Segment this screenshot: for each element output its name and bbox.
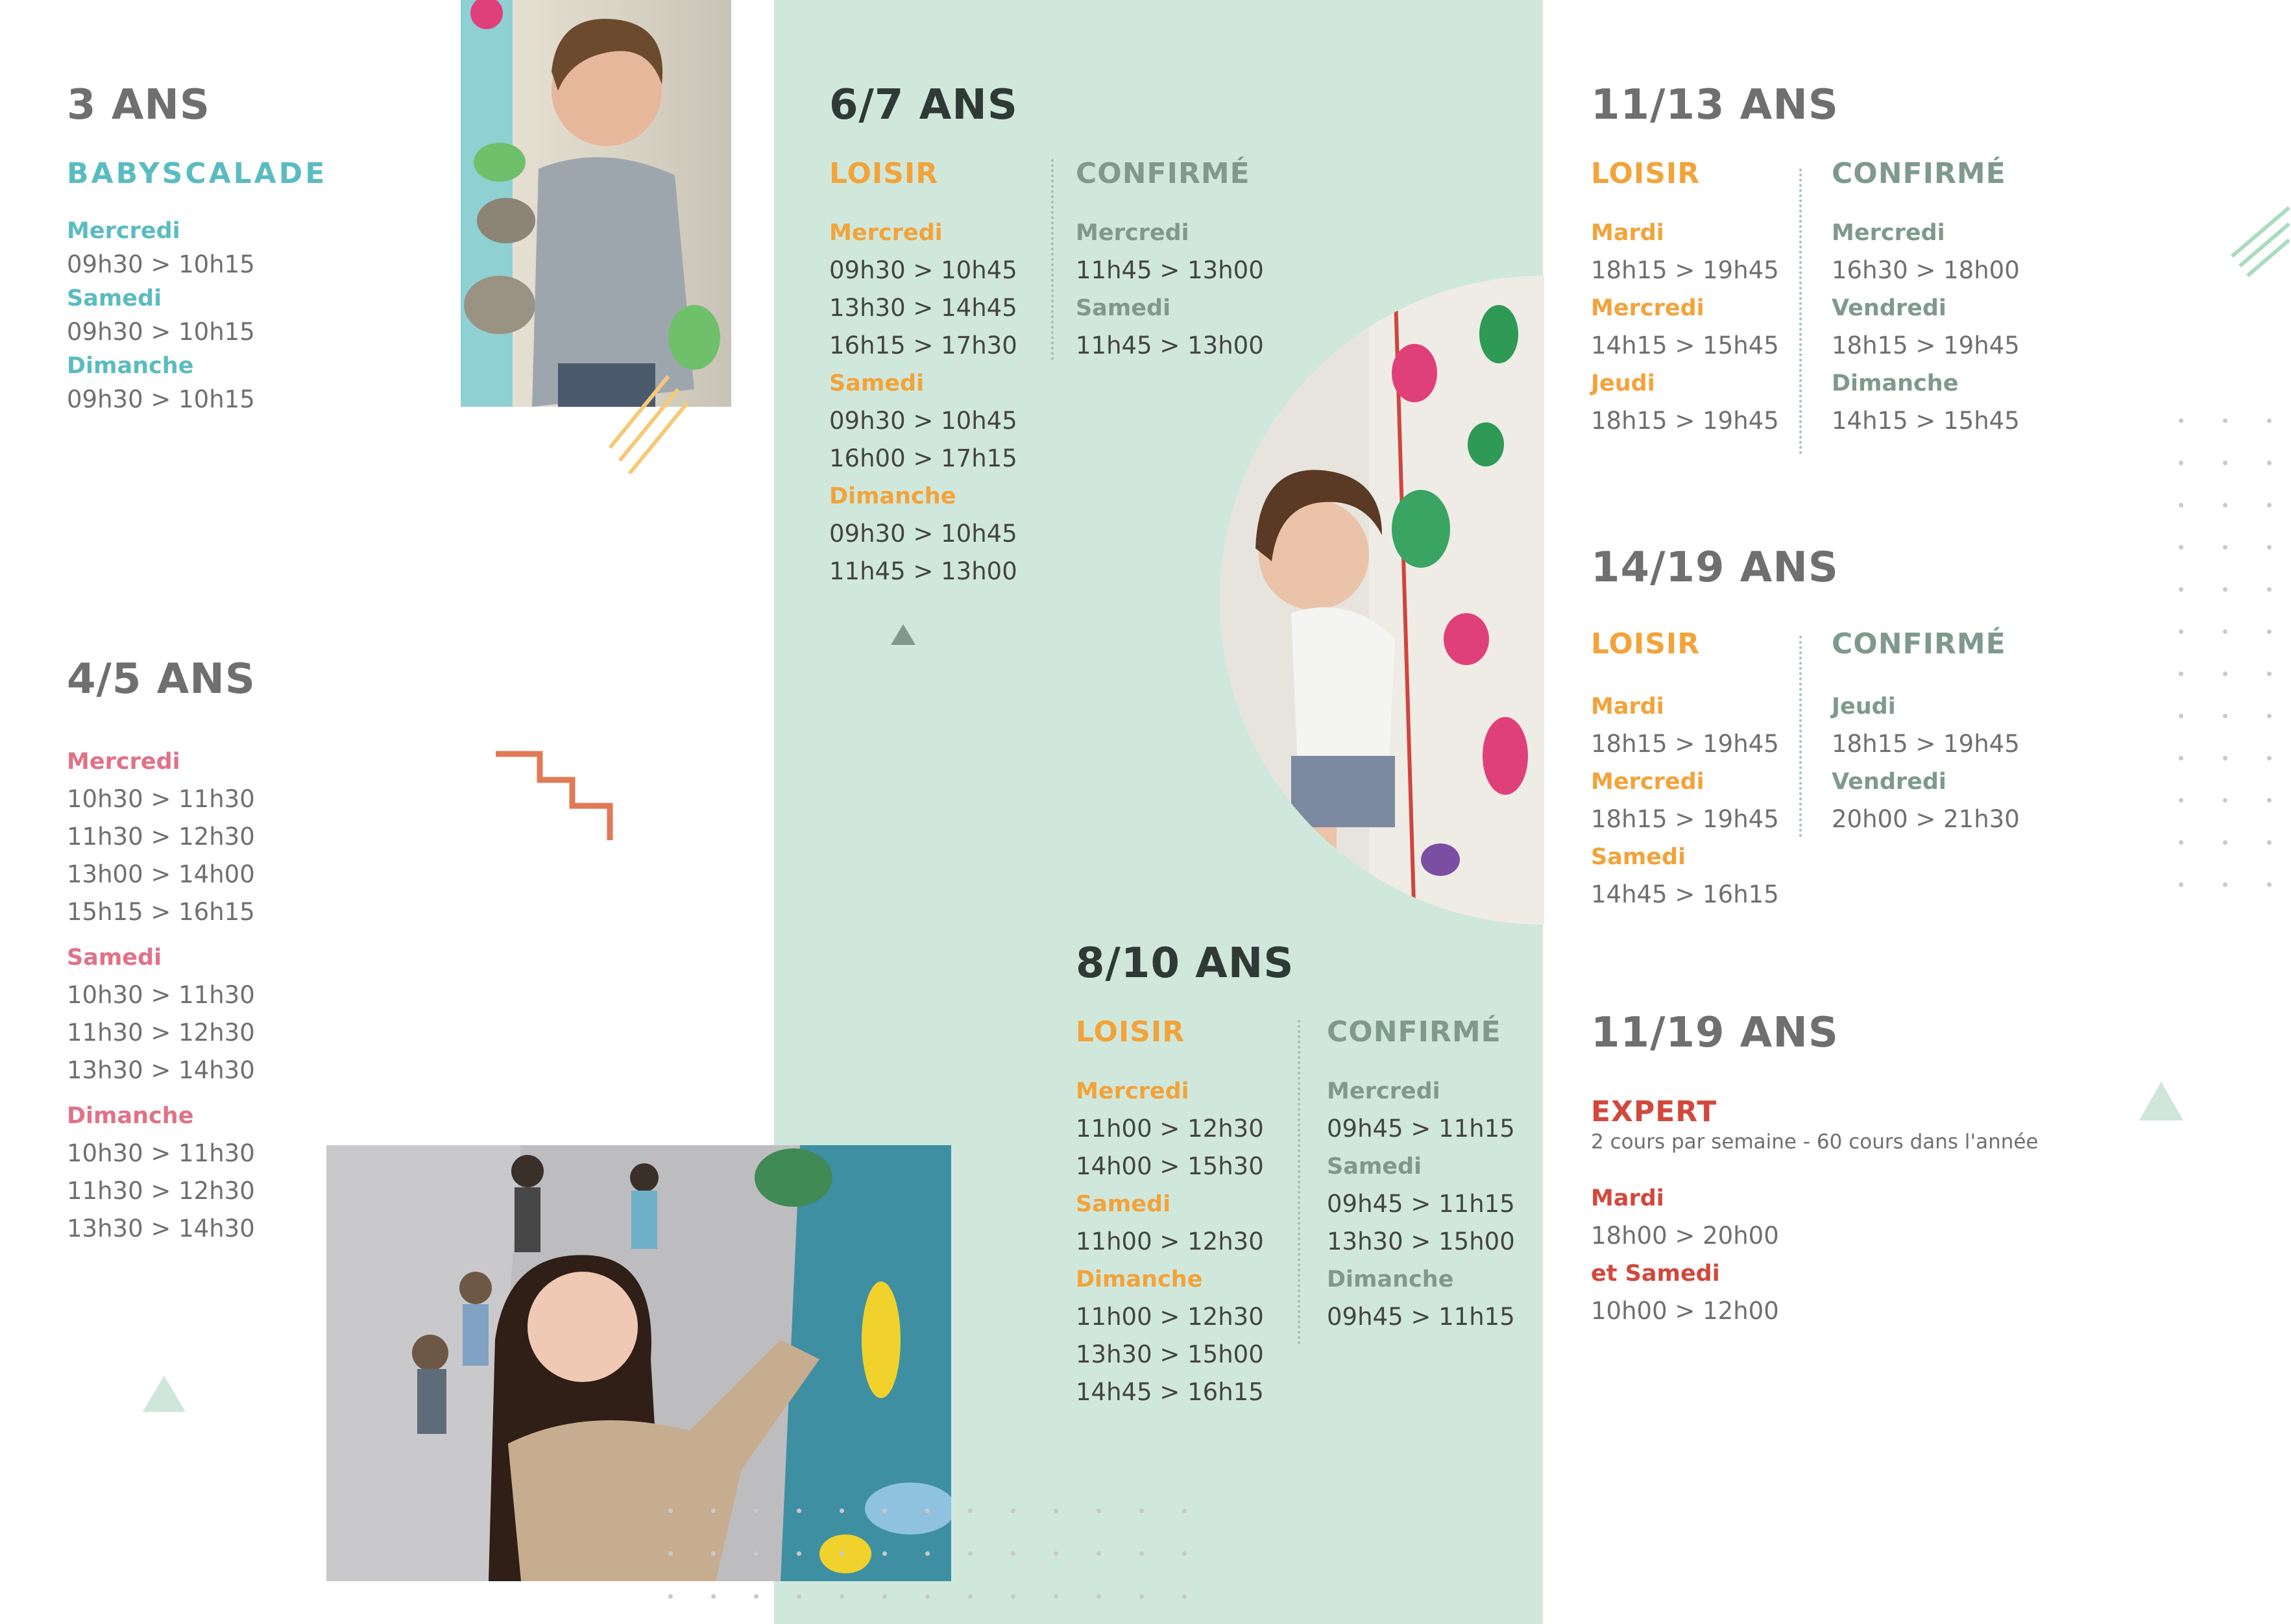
time-slot: 13h30 > 14h30 (67, 1056, 255, 1084)
schedule-8-10-loisir (1076, 1073, 1264, 1411)
day-label: et Samedi (1591, 1261, 1720, 1287)
schedule-11-13-loisir (1591, 214, 1779, 440)
time-slot: 14h45 > 16h15 (1076, 1378, 1264, 1406)
age-title-11-13: 11/13 ANS (1591, 81, 1839, 129)
day-label: Mercredi (67, 218, 180, 244)
time-slot: 18h15 > 19h45 (1832, 332, 2020, 359)
time-slot: 13h00 > 14h00 (67, 860, 255, 888)
schedule-14-19-loisir (1591, 688, 1779, 914)
day-label: Mardi (1591, 220, 1664, 246)
schedule-8-10-confirme (1327, 1073, 1515, 1336)
time-slot: 18h15 > 19h45 (1832, 730, 2020, 758)
time-slot: 11h00 > 12h30 (1076, 1303, 1264, 1331)
day-label: Samedi (1076, 295, 1171, 321)
time-slot: 09h45 > 11h15 (1327, 1190, 1515, 1218)
day-label: Samedi (829, 370, 925, 396)
time-slot: 11h30 > 12h30 (67, 823, 255, 851)
time-slot: 13h30 > 14h45 (829, 294, 1017, 322)
decor-green-lines (2225, 201, 2290, 279)
time-slot: 11h45 > 13h00 (829, 557, 1017, 585)
day-label: Dimanche (829, 483, 956, 509)
time-slot: 11h30 > 12h30 (67, 1019, 255, 1047)
level-loisir-14-19: LOISIR (1591, 627, 1701, 661)
time-slot: 14h15 > 15h45 (1591, 332, 1779, 359)
level-loisir-11-13: LOISIR (1591, 157, 1701, 190)
decor-dot-grid-right (2179, 418, 2272, 887)
time-slot: 13h30 > 15h00 (1327, 1228, 1515, 1255)
day-label: Samedi (67, 285, 162, 311)
time-slot: 09h30 > 10h15 (67, 385, 255, 413)
time-slot: 18h15 > 19h45 (1591, 805, 1779, 833)
time-slot: 16h00 > 17h15 (829, 444, 1017, 472)
time-slot: 09h45 > 11h15 (1327, 1115, 1515, 1143)
photo-child-climbing-circle-illustration (1220, 276, 1544, 925)
day-label: Jeudi (1591, 370, 1655, 396)
time-slot: 09h30 > 10h15 (67, 250, 255, 278)
time-slot: 16h15 > 17h30 (829, 332, 1017, 359)
decor-dot-grid-bottom (668, 1509, 1187, 1599)
schedule-4-5-ans (67, 743, 255, 1248)
time-slot: 10h00 > 12h00 (1591, 1297, 1779, 1325)
day-label: Mardi (1591, 1185, 1664, 1211)
column-divider (1051, 159, 1054, 360)
day-label: Mercredi (1076, 1078, 1189, 1104)
time-slot: 09h30 > 10h45 (829, 407, 1017, 435)
column-divider (1799, 169, 1802, 454)
day-label: Samedi (1591, 844, 1686, 870)
day-label: Dimanche (1832, 370, 1959, 396)
expert-note: 2 cours par semaine - 60 cours dans l'année (1591, 1130, 2039, 1154)
level-confirme-11-13: CONFIRMÉ (1832, 157, 2006, 190)
day-label: Mercredi (1591, 769, 1704, 795)
level-confirme-14-19: CONFIRMÉ (1832, 627, 2006, 661)
time-slot: 10h30 > 11h30 (67, 785, 255, 813)
day-label: Dimanche (67, 353, 194, 379)
day-label: Dimanche (67, 1103, 194, 1129)
time-slot: 13h30 > 15h00 (1076, 1340, 1264, 1368)
day-label: Samedi (1327, 1154, 1422, 1180)
time-slot: 11h45 > 13h00 (1076, 332, 1264, 359)
schedule-3-ans (67, 214, 255, 417)
time-slot: 10h30 > 11h30 (67, 981, 255, 1009)
level-loisir-8-10: LOISIR (1076, 1015, 1185, 1048)
column-divider (1298, 1020, 1300, 1344)
photo-child-climbing-top (461, 0, 731, 407)
decor-triangle-small (890, 623, 917, 646)
schedule-6-7-loisir (829, 214, 1017, 590)
age-title-11-19: 11/19 ANS (1591, 1009, 1839, 1057)
day-label: Mercredi (829, 220, 943, 246)
time-slot: 18h15 > 19h45 (1591, 730, 1779, 758)
time-slot: 14h45 > 16h15 (1591, 880, 1779, 908)
decor-triangle-right (2138, 1080, 2185, 1122)
day-label: Samedi (1076, 1191, 1171, 1217)
time-slot: 18h15 > 19h45 (1591, 407, 1779, 435)
day-label: Vendredi (1832, 295, 1946, 321)
level-confirme-8-10: CONFIRMÉ (1327, 1015, 1501, 1048)
day-label: Mercredi (1076, 220, 1189, 246)
time-slot: 18h00 > 20h00 (1591, 1222, 1779, 1250)
level-confirme-6-7: CONFIRMÉ (1076, 157, 1250, 190)
decor-triangle-left (141, 1374, 187, 1413)
day-label: Vendredi (1832, 769, 1946, 795)
day-label: Mercredi (1327, 1078, 1440, 1104)
age-title-3: 3 ANS (67, 81, 210, 129)
time-slot: 09h30 > 10h45 (829, 520, 1017, 548)
day-label: Mercredi (1591, 295, 1704, 321)
level-loisir-6-7: LOISIR (829, 157, 939, 190)
day-label: Mercredi (1832, 220, 1945, 246)
photo-child-climbing-circle (1220, 276, 1544, 925)
program-babyscalade: BABYSCALADE (67, 157, 328, 190)
time-slot: 20h00 > 21h30 (1832, 805, 2020, 833)
schedule-14-19-confirme (1832, 688, 2020, 838)
column-divider (1799, 636, 1802, 837)
age-title-6-7: 6/7 ANS (829, 81, 1018, 129)
age-title-8-10: 8/10 ANS (1076, 939, 1294, 988)
time-slot: 15h15 > 16h15 (67, 898, 255, 926)
schedule-11-13-confirme (1832, 214, 2020, 440)
day-label: Mercredi (67, 749, 180, 775)
time-slot: 18h15 > 19h45 (1591, 256, 1779, 284)
time-slot: 09h45 > 11h15 (1327, 1303, 1515, 1331)
photo-child-climbing-top-illustration (461, 0, 731, 407)
schedule-11-19-expert (1591, 1180, 1779, 1330)
decor-orange-steps (494, 746, 618, 843)
day-label: Dimanche (1327, 1266, 1454, 1292)
age-title-14-19: 14/19 ANS (1591, 544, 1839, 592)
day-label: Dimanche (1076, 1266, 1203, 1292)
time-slot: 16h30 > 18h00 (1832, 256, 2020, 284)
time-slot: 10h30 > 11h30 (67, 1139, 255, 1167)
day-label: Mardi (1591, 694, 1664, 720)
time-slot: 11h00 > 12h30 (1076, 1228, 1264, 1255)
time-slot: 14h15 > 15h45 (1832, 407, 2020, 435)
day-label: Samedi (67, 945, 162, 971)
time-slot: 11h30 > 12h30 (67, 1177, 255, 1205)
time-slot: 09h30 > 10h15 (67, 318, 255, 346)
time-slot: 14h00 > 15h30 (1076, 1152, 1264, 1180)
age-title-4-5: 4/5 ANS (67, 655, 256, 703)
time-slot: 13h30 > 14h30 (67, 1215, 255, 1242)
program-expert: EXPERT (1591, 1095, 1717, 1128)
decor-yellow-lines (603, 363, 701, 474)
time-slot: 11h45 > 13h00 (1076, 256, 1264, 284)
day-label: Jeudi (1832, 694, 1896, 720)
time-slot: 11h00 > 12h30 (1076, 1115, 1264, 1143)
time-slot: 09h30 > 10h45 (829, 256, 1017, 284)
